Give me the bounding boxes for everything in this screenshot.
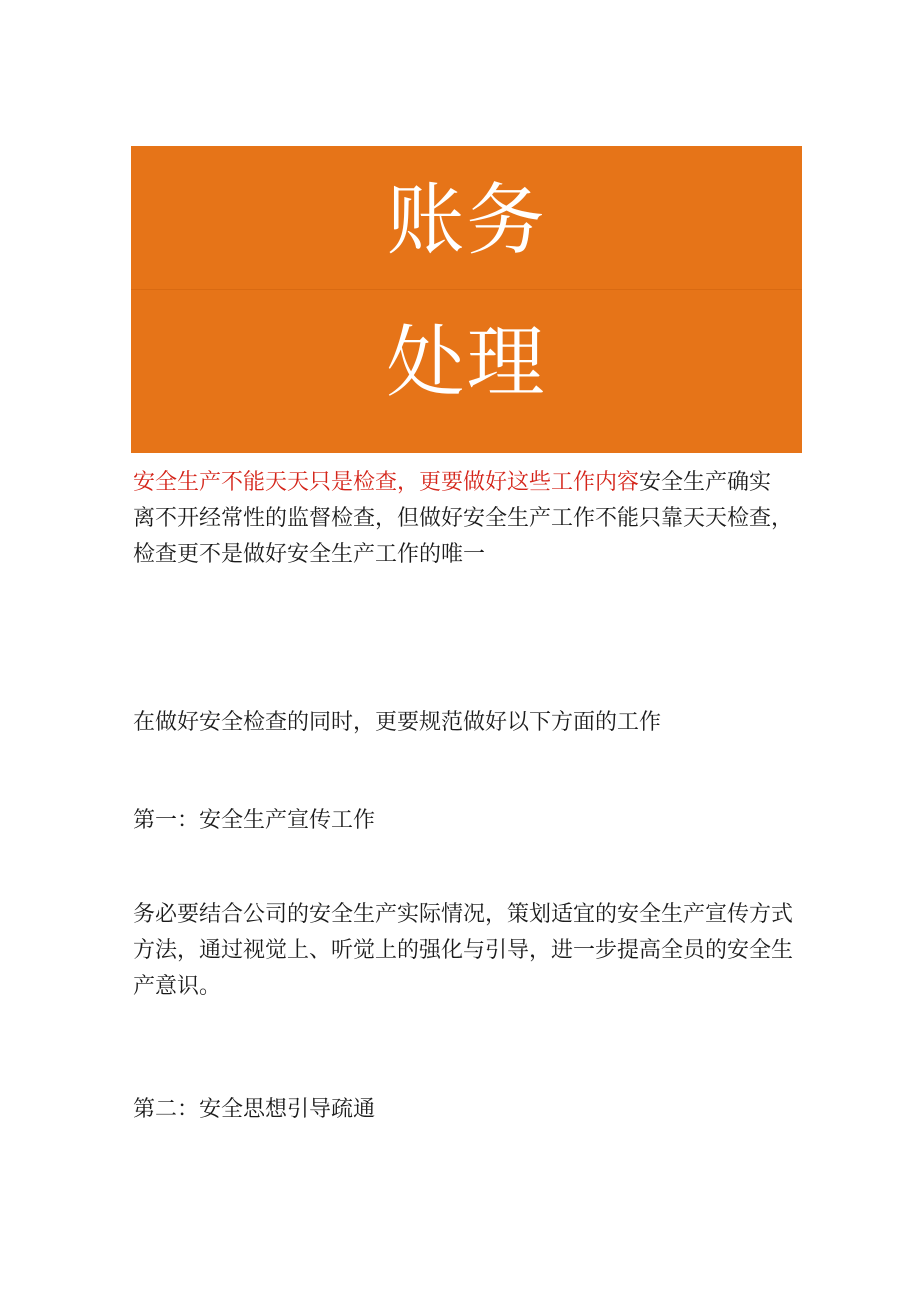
intro-body-text: 安全生产确实离不开经常性的监督检查，但做好安全生产工作不能只靠天天检查，检查更不是做好安全生产工作的唯一 <box>133 470 794 567</box>
banner-title-line-1: 账务 <box>386 176 547 266</box>
banner-title-line-2: 处理 <box>386 318 547 408</box>
intro-paragraph <box>133 465 793 573</box>
section-heading-2: 第二：安全思想引导疏通 <box>133 1097 376 1122</box>
paragraph-safety-check: 在做好安全检查的同时，更要规范做好以下方面的工作 <box>133 710 662 735</box>
section-heading-1: 第一：安全生产宣传工作 <box>133 808 376 833</box>
paragraph-publicity: 务必要结合公司的安全生产实际情况，策划适宜的安全生产宣传方式方法，通过视觉上、听觉上的强化与引导，进一步提高全员的安全生产意识。 <box>133 902 794 999</box>
banner-divider <box>131 289 802 290</box>
title-banner <box>131 146 802 453</box>
intro-highlight-text: 安全生产不能天天只是检查，更要做好这些工作内容 <box>133 470 640 495</box>
